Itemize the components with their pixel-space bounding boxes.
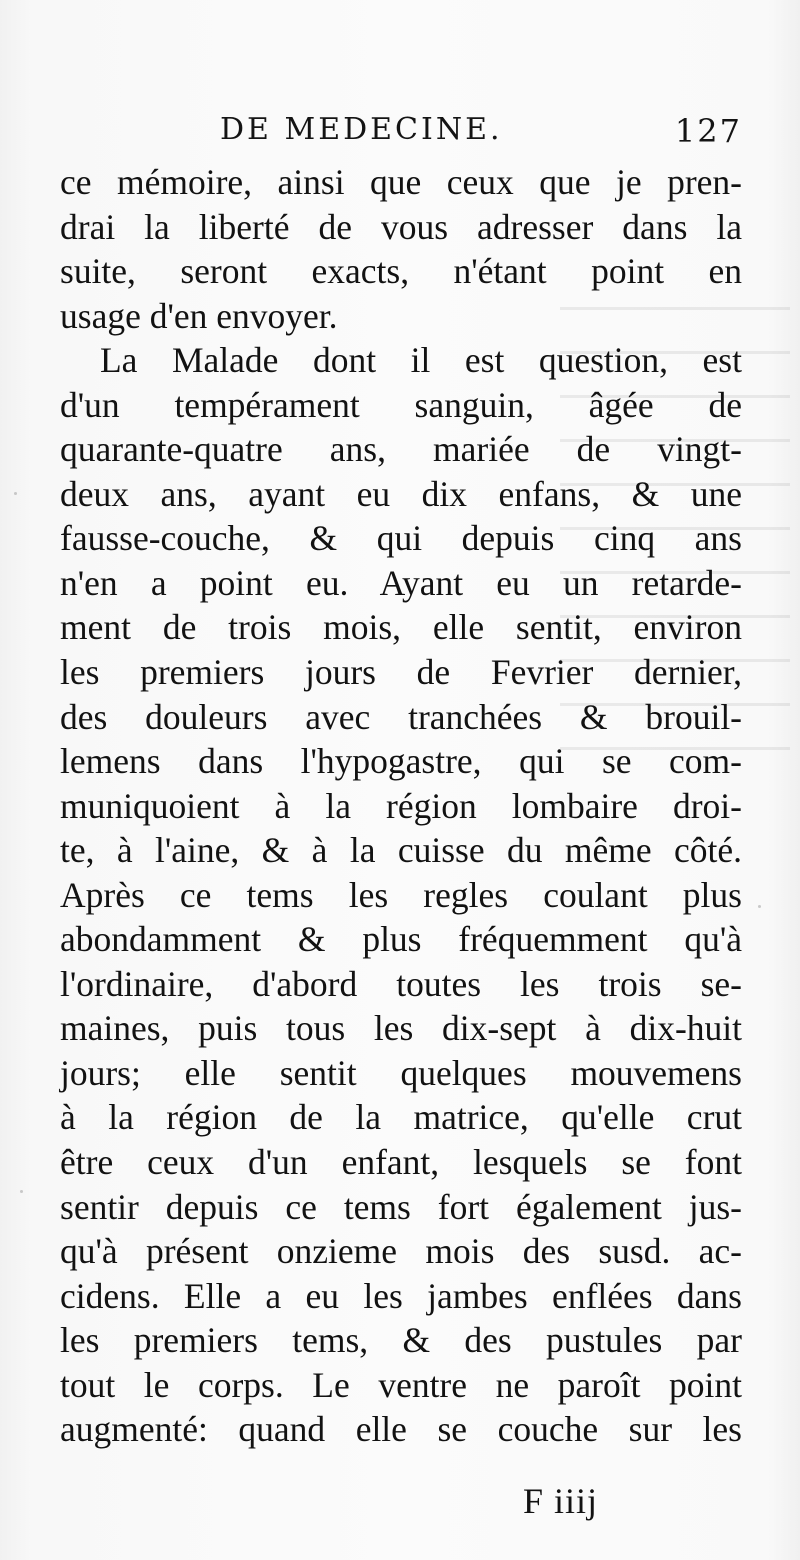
text-line: des douleurs avec tranchées & brouil- (60, 696, 742, 737)
text-line: à la région de la matrice, qu'elle crut (60, 1097, 742, 1138)
paper-speck (758, 905, 761, 908)
text-line: quarante-quatre ans, mariée de vingt- (60, 429, 742, 470)
text-line: lemens dans l'hypogastre, qui se com- (60, 741, 742, 782)
text-line: fausse-couche, & qui depuis cinq ans (60, 518, 742, 559)
text-line: abondamment & plus fréquemment qu'à (60, 919, 742, 960)
text-line: ce mémoire, ainsi que ceux que je pren- (60, 162, 742, 202)
text-line: être ceux d'un enfant, lesquels se font (60, 1142, 742, 1183)
text-line: d'un tempérament sanguin, âgée de (60, 384, 742, 425)
text-line: cidens. Elle a eu les jambes enflées dans (60, 1275, 742, 1316)
text-line: muniquoient à la région lombaire droi- (60, 785, 742, 826)
text-line: maines, puis tous les dix-sept à dix-huit (60, 1008, 742, 1049)
text-line: suite, seront exacts, n'étant point en (60, 251, 742, 292)
paper-speck (14, 492, 17, 495)
text-line: Après ce tems les regles coulant plus (60, 874, 742, 915)
text-line: sentir depuis ce tems fort également jus- (60, 1186, 742, 1227)
text-line: les premiers tems, & des pustules par (60, 1320, 742, 1361)
page-header (60, 112, 742, 162)
text-line: les premiers jours de Fevrier dernier, (60, 652, 742, 693)
text-line: tout le corps. Le ventre ne paroît point (60, 1364, 742, 1405)
paper-speck (20, 1190, 23, 1193)
text-line: jours; elle sentit quelques mouvemens (60, 1052, 742, 1093)
text-line: La Malade dont il est question, est (100, 340, 742, 381)
text-line: ment de trois mois, elle sentit, environ (60, 607, 742, 648)
running-title: DE MEDECINE. (220, 112, 503, 147)
text-line: drai la liberté de vous adresser dans la (60, 206, 742, 247)
text-line: augmenté: quand elle se couche sur les (60, 1409, 742, 1450)
text-line: te, à l'aine, & à la cuisse du même côté. (60, 830, 742, 871)
text-line: qu'à présent onzieme mois des susd. ac- (60, 1231, 742, 1272)
text-line: n'en a point eu. Ayant eu un retarde- (60, 562, 742, 603)
text-line: usage d'en envoyer. (60, 295, 338, 336)
text-line: deux ans, ayant eu dix enfans, & une (60, 473, 742, 514)
page-number: 127 (674, 112, 742, 150)
text-line: l'ordinaire, d'abord toutes les trois se- (60, 963, 742, 1004)
body-text (60, 160, 742, 1452)
signature-mark: F iiij (523, 1481, 599, 1521)
